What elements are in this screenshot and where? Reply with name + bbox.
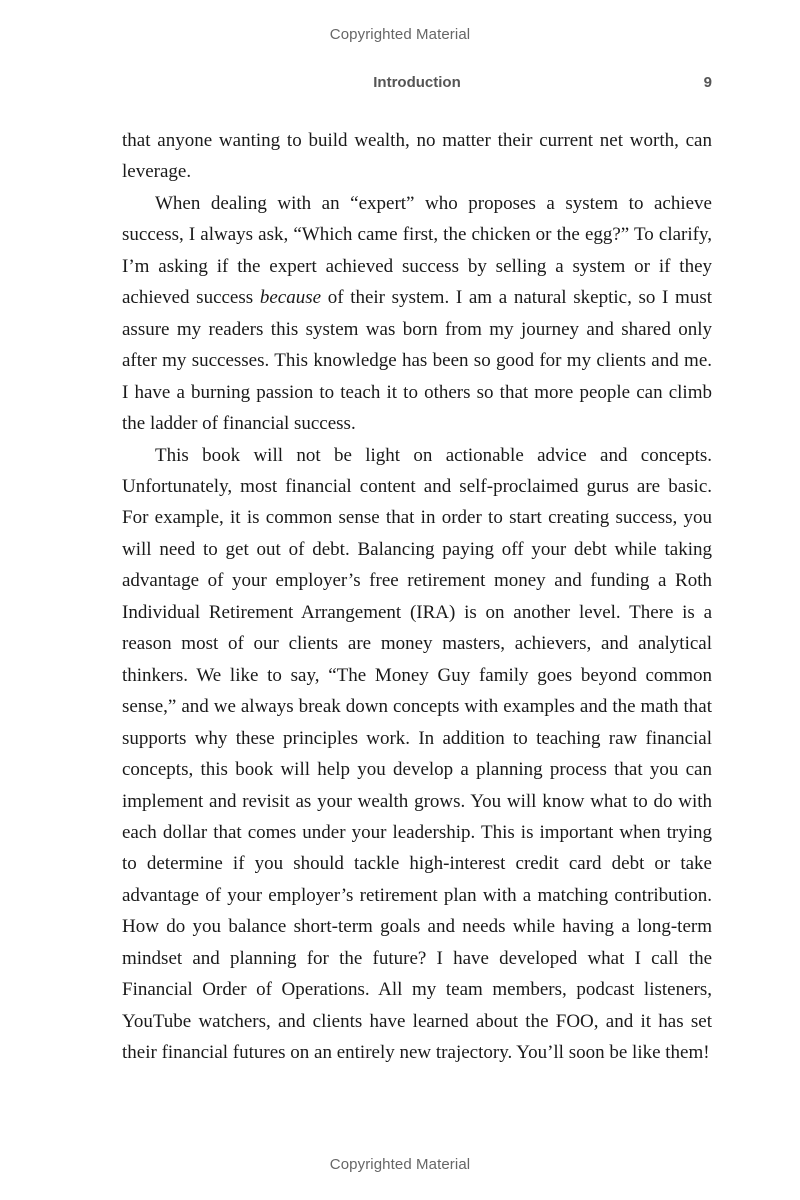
body-text	[122, 125, 712, 1069]
italic-emphasis: because	[259, 287, 322, 309]
paragraph-2-text-b: of their system. I am a natural skeptic, so I must assure my readers this system was born from my journey and shared only after my successes. This knowledge has been so good for my clients and me. I have a burning passion to teach it to others so that more people can climb the ladder of financial success.	[122, 287, 712, 435]
copyright-watermark-bottom: Copyrighted Material	[329, 1156, 471, 1173]
paragraph-2	[122, 188, 712, 440]
chapter-title: Introduction	[373, 74, 461, 91]
running-header	[122, 74, 712, 94]
paragraph-1: that anyone wanting to build wealth, no matter their current net worth, can leverage.	[122, 130, 712, 183]
paragraph-3: This book will not be light on actionable advice and concepts. Unfortunately, most financial content and self-proclaimed gurus are basic. For example, it is common sense that in order to start creating success, you will need to get out of debt. Balancing paying off your debt while taking advantage of your employer’s free retirement money and funding a Roth Individual Retirement Arrangement (IRA) is on another level. There is a reason most of our clients are money masters, achievers, and analytical thinkers. We like to say, “The Money Guy family goes beyond common sense,” and we always break down concepts with examples and the math that supports why these principles work. In addition to teaching raw financial concepts, this book will help you develop a planning process that you can implement and revisit as your wealth grows. You will know what to do with each dollar that comes under your leadership. This is important when trying to determine if you should tackle high-interest credit card debt or take advantage of your employer’s retirement plan with a matching contribution. How do you balance short-term goals and needs while having a long-term mindset and planning for the future? I have developed what I call the Financial Order of Operations. All my team members, podcast listeners, YouTube watchers, and clients have learned about the FOO, and it has set their financial futures on an entirely new trajectory. You’ll soon be like them!	[122, 444, 712, 1064]
page-number: 9	[703, 74, 712, 91]
paragraph-2-text-a: When dealing with an “expert” who proposes a system to achieve success, I always ask, “Which came first, the chicken or the egg?” To clarify, I’m asking if the expert achieved success by selling a system or if they achieved success	[122, 192, 712, 309]
copyright-watermark-top: Copyrighted Material	[329, 26, 471, 43]
